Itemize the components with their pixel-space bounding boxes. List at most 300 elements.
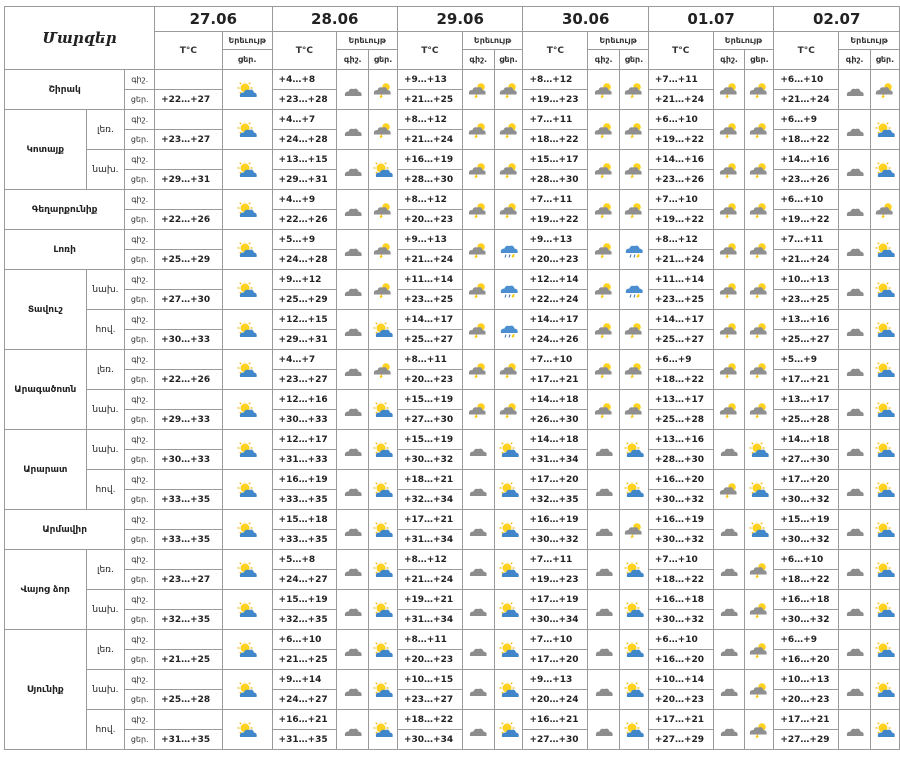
sun-cloud-icon bbox=[236, 240, 258, 259]
cloud-icon bbox=[718, 640, 740, 659]
temperature-cell: +22…+24 bbox=[523, 290, 588, 310]
thunderstorm-icon bbox=[748, 80, 770, 99]
rain-icon bbox=[498, 280, 520, 299]
temperature-cell: +23…+25 bbox=[397, 290, 462, 310]
thunderstorm-icon bbox=[623, 160, 645, 179]
sun-cloud-icon bbox=[874, 240, 896, 259]
weather-cell bbox=[839, 70, 871, 110]
cloud-icon bbox=[342, 120, 364, 139]
temperature-cell bbox=[155, 470, 223, 490]
temperature-cell: +23…+25 bbox=[648, 290, 713, 310]
region-name: Արմավիր bbox=[5, 510, 125, 550]
time-of-day-label: ցեր. bbox=[125, 690, 155, 710]
temperature-cell: +25…+27 bbox=[397, 330, 462, 350]
date-header: 01.07 bbox=[648, 7, 773, 32]
night-label: գիշ. bbox=[588, 50, 620, 70]
weather-cell bbox=[588, 350, 620, 390]
weather-cell bbox=[839, 310, 871, 350]
temperature-cell: +4…+8 bbox=[272, 70, 337, 90]
weather-cell bbox=[745, 430, 774, 470]
cloud-icon bbox=[718, 520, 740, 539]
weather-cell bbox=[713, 710, 745, 750]
weather-cell bbox=[620, 670, 649, 710]
time-of-day-label: գիշ. bbox=[125, 550, 155, 570]
cloud-icon bbox=[844, 120, 866, 139]
thunderstorm-icon bbox=[748, 280, 770, 299]
thunderstorm-icon bbox=[718, 360, 740, 379]
weather-cell bbox=[222, 350, 272, 390]
weather-cell bbox=[870, 510, 899, 550]
cloud-icon bbox=[342, 200, 364, 219]
cloud-icon bbox=[467, 440, 489, 459]
sun-cloud-icon bbox=[498, 440, 520, 459]
weather-cell bbox=[620, 150, 649, 190]
thunderstorm-icon bbox=[593, 160, 615, 179]
sun-cloud-icon bbox=[236, 520, 258, 539]
temperature-cell: +8…+12 bbox=[397, 550, 462, 570]
thunderstorm-icon bbox=[623, 360, 645, 379]
weather-cell bbox=[222, 270, 272, 310]
cloud-icon bbox=[844, 440, 866, 459]
region-name: Արագածոտն bbox=[5, 350, 87, 430]
temperature-cell: +30…+32 bbox=[774, 610, 839, 630]
sun-cloud-icon bbox=[874, 160, 896, 179]
temperature-cell: +16…+18 bbox=[648, 590, 713, 610]
phenomenon-label: Երեւույթ bbox=[713, 32, 774, 50]
thunderstorm-icon bbox=[372, 360, 394, 379]
temperature-cell: +28…+30 bbox=[648, 450, 713, 470]
sun-cloud-icon bbox=[498, 640, 520, 659]
thunderstorm-icon bbox=[372, 120, 394, 139]
temperature-cell: +4…+7 bbox=[272, 350, 337, 370]
table-row bbox=[5, 270, 900, 290]
sun-cloud-icon bbox=[623, 480, 645, 499]
weather-cell bbox=[745, 310, 774, 350]
weather-cell bbox=[588, 310, 620, 350]
temperature-cell: +14…+16 bbox=[774, 150, 839, 170]
weather-cell bbox=[870, 590, 899, 630]
temperature-cell: +10…+15 bbox=[397, 670, 462, 690]
sun-cloud-icon bbox=[874, 640, 896, 659]
zone-name: լեռ. bbox=[86, 550, 125, 590]
cloud-icon bbox=[593, 480, 615, 499]
thunderstorm-icon bbox=[467, 400, 489, 419]
weather-cell bbox=[222, 630, 272, 670]
weather-cell bbox=[337, 190, 369, 230]
temperature-cell: +18…+22 bbox=[648, 570, 713, 590]
temperature-cell: +13…+15 bbox=[272, 150, 337, 170]
cloud-icon bbox=[844, 520, 866, 539]
temperature-cell: +6…+10 bbox=[648, 110, 713, 130]
weather-cell bbox=[494, 470, 523, 510]
cloud-icon bbox=[593, 640, 615, 659]
temperature-cell: +29…+31 bbox=[272, 330, 337, 350]
sun-cloud-icon bbox=[236, 320, 258, 339]
night-label: գիշ. bbox=[839, 50, 871, 70]
region-name: Տավուշ bbox=[5, 270, 87, 350]
temperature-cell: +31…+34 bbox=[397, 610, 462, 630]
sun-cloud-icon bbox=[236, 200, 258, 219]
weather-cell bbox=[494, 270, 523, 310]
zone-name: նախ. bbox=[86, 150, 125, 190]
temperature-cell: +18…+22 bbox=[648, 370, 713, 390]
phenomenon-label: Երեւույթ bbox=[588, 32, 649, 50]
cloud-icon bbox=[844, 400, 866, 419]
weather-cell bbox=[745, 470, 774, 510]
temperature-cell: +30…+32 bbox=[648, 530, 713, 550]
thunderstorm-icon bbox=[623, 320, 645, 339]
time-of-day-label: ցեր. bbox=[125, 370, 155, 390]
thunderstorm-icon bbox=[748, 600, 770, 619]
temperature-cell: +28…+30 bbox=[523, 170, 588, 190]
weather-cell bbox=[337, 150, 369, 190]
thunderstorm-icon bbox=[748, 200, 770, 219]
temperature-cell: +30…+33 bbox=[272, 410, 337, 430]
cloud-icon bbox=[718, 720, 740, 739]
time-of-day-label: ցեր. bbox=[125, 410, 155, 430]
cloud-icon bbox=[844, 320, 866, 339]
weather-cell bbox=[588, 710, 620, 750]
weather-cell bbox=[462, 110, 494, 150]
time-of-day-label: ցեր. bbox=[125, 210, 155, 230]
weather-cell bbox=[745, 510, 774, 550]
day-label: ցեր. bbox=[494, 50, 523, 70]
sun-cloud-icon bbox=[372, 160, 394, 179]
temperature-cell: +32…+35 bbox=[523, 490, 588, 510]
temperature-cell: +8…+12 bbox=[397, 190, 462, 210]
weather-cell bbox=[588, 390, 620, 430]
weather-cell bbox=[494, 670, 523, 710]
table-row bbox=[5, 510, 900, 530]
weather-cell bbox=[369, 470, 398, 510]
table-row bbox=[5, 310, 900, 330]
sun-cloud-icon bbox=[372, 320, 394, 339]
time-of-day-label: գիշ. bbox=[125, 270, 155, 290]
weather-cell bbox=[494, 150, 523, 190]
temperature-cell: +27…+30 bbox=[397, 410, 462, 430]
sun-cloud-icon bbox=[498, 520, 520, 539]
temperature-cell: +14…+16 bbox=[648, 150, 713, 170]
temperature-cell: +14…+17 bbox=[523, 310, 588, 330]
thunderstorm-icon bbox=[593, 360, 615, 379]
thunderstorm-icon bbox=[467, 120, 489, 139]
temperature-cell: +29…+33 bbox=[155, 410, 223, 430]
temperature-cell bbox=[155, 630, 223, 650]
weather-cell bbox=[337, 390, 369, 430]
table-row bbox=[5, 670, 900, 690]
weather-cell bbox=[839, 550, 871, 590]
weather-cell bbox=[462, 350, 494, 390]
temperature-cell: +21…+24 bbox=[774, 90, 839, 110]
temperature-cell: +18…+22 bbox=[397, 710, 462, 730]
cloud-icon bbox=[593, 680, 615, 699]
weather-cell bbox=[713, 630, 745, 670]
weather-cell bbox=[494, 550, 523, 590]
temperature-cell: +30…+32 bbox=[648, 610, 713, 630]
weather-cell bbox=[337, 590, 369, 630]
sun-cloud-icon bbox=[623, 440, 645, 459]
weather-cell bbox=[745, 110, 774, 150]
temperature-cell: +9…+13 bbox=[397, 230, 462, 250]
temperature-cell: +14…+18 bbox=[774, 430, 839, 450]
cloud-icon bbox=[342, 320, 364, 339]
weather-cell bbox=[620, 270, 649, 310]
thunderstorm-icon bbox=[498, 360, 520, 379]
temperature-cell: +25…+28 bbox=[774, 410, 839, 430]
weather-cell bbox=[337, 310, 369, 350]
sun-cloud-icon bbox=[623, 560, 645, 579]
temperature-cell: +19…+22 bbox=[648, 130, 713, 150]
temperature-cell: +6…+10 bbox=[774, 550, 839, 570]
weather-cell bbox=[745, 710, 774, 750]
weather-cell bbox=[839, 390, 871, 430]
temperature-cell: +10…+13 bbox=[774, 270, 839, 290]
time-of-day-label: գիշ. bbox=[125, 70, 155, 90]
thunderstorm-icon bbox=[874, 80, 896, 99]
weather-cell bbox=[462, 710, 494, 750]
cloud-icon bbox=[593, 520, 615, 539]
table-row bbox=[5, 110, 900, 130]
sun-cloud-icon bbox=[748, 440, 770, 459]
sun-cloud-icon bbox=[874, 680, 896, 699]
sun-cloud-icon bbox=[236, 360, 258, 379]
time-of-day-label: գիշ. bbox=[125, 230, 155, 250]
regions-header: Մարզեր bbox=[5, 7, 155, 70]
table-row bbox=[5, 70, 900, 90]
zone-name: լեռ. bbox=[86, 350, 125, 390]
weather-cell bbox=[222, 110, 272, 150]
forecast-body bbox=[5, 70, 900, 750]
temperature-cell: +15…+17 bbox=[523, 150, 588, 170]
thunderstorm-icon bbox=[593, 320, 615, 339]
sun-cloud-icon bbox=[236, 680, 258, 699]
weather-cell bbox=[494, 190, 523, 230]
weather-cell bbox=[870, 710, 899, 750]
temperature-cell bbox=[155, 350, 223, 370]
cloud-icon bbox=[593, 720, 615, 739]
cloud-icon bbox=[342, 400, 364, 419]
temperature-cell: +30…+34 bbox=[397, 730, 462, 750]
date-header: 29.06 bbox=[397, 7, 522, 32]
thunderstorm-icon bbox=[593, 280, 615, 299]
weather-cell bbox=[839, 150, 871, 190]
weather-cell bbox=[369, 230, 398, 270]
temperature-cell: +13…+16 bbox=[774, 310, 839, 330]
weather-cell bbox=[713, 550, 745, 590]
sun-cloud-icon bbox=[498, 480, 520, 499]
temperature-cell: +30…+32 bbox=[523, 530, 588, 550]
sun-cloud-icon bbox=[236, 720, 258, 739]
weather-cell bbox=[839, 630, 871, 670]
temperature-cell: +31…+34 bbox=[397, 530, 462, 550]
weather-cell bbox=[462, 270, 494, 310]
temperature-cell: +12…+15 bbox=[272, 310, 337, 330]
cloud-icon bbox=[844, 360, 866, 379]
temperature-cell: +7…+11 bbox=[648, 70, 713, 90]
temperature-cell: +6…+9 bbox=[648, 350, 713, 370]
weather-cell bbox=[337, 70, 369, 110]
weather-cell bbox=[870, 550, 899, 590]
sun-cloud-icon bbox=[236, 640, 258, 659]
temperature-cell bbox=[155, 230, 223, 250]
sun-cloud-icon bbox=[236, 80, 258, 99]
weather-cell bbox=[713, 430, 745, 470]
temperature-cell: +21…+25 bbox=[272, 650, 337, 670]
weather-cell bbox=[745, 190, 774, 230]
temperature-cell: +24…+27 bbox=[272, 690, 337, 710]
date-header: 30.06 bbox=[523, 7, 648, 32]
time-of-day-label: ցեր. bbox=[125, 330, 155, 350]
temperature-cell: +15…+19 bbox=[397, 430, 462, 450]
temperature-cell: +20…+23 bbox=[397, 210, 462, 230]
cloud-icon bbox=[467, 720, 489, 739]
weather-cell bbox=[588, 550, 620, 590]
temperature-cell: +4…+9 bbox=[272, 190, 337, 210]
weather-cell bbox=[713, 310, 745, 350]
sun-cloud-icon bbox=[748, 520, 770, 539]
sun-cloud-icon bbox=[372, 720, 394, 739]
temperature-cell: +17…+20 bbox=[523, 650, 588, 670]
zone-name: լեռ. bbox=[86, 630, 125, 670]
cloud-icon bbox=[844, 160, 866, 179]
sun-cloud-icon bbox=[236, 120, 258, 139]
thunderstorm-icon bbox=[498, 120, 520, 139]
thunderstorm-icon bbox=[467, 240, 489, 259]
weather-cell bbox=[494, 390, 523, 430]
temperature-cell: +6…+10 bbox=[272, 630, 337, 650]
weather-cell bbox=[462, 190, 494, 230]
temperature-cell: +8…+12 bbox=[523, 70, 588, 90]
zone-name: հով. bbox=[86, 710, 125, 750]
thunderstorm-icon bbox=[467, 160, 489, 179]
weather-cell bbox=[713, 390, 745, 430]
thunderstorm-icon bbox=[718, 400, 740, 419]
region-name: Սյունիք bbox=[5, 630, 87, 750]
temperature-cell: +21…+24 bbox=[397, 250, 462, 270]
thunderstorm-icon bbox=[593, 80, 615, 99]
cloud-icon bbox=[342, 680, 364, 699]
weather-cell bbox=[620, 190, 649, 230]
temperature-cell: +32…+35 bbox=[155, 610, 223, 630]
temperature-cell: +20…+23 bbox=[774, 690, 839, 710]
temperature-cell bbox=[155, 710, 223, 730]
weather-cell bbox=[462, 630, 494, 670]
weather-cell bbox=[494, 350, 523, 390]
temperature-cell: +16…+20 bbox=[648, 470, 713, 490]
weather-cell bbox=[222, 470, 272, 510]
time-of-day-label: ցեր. bbox=[125, 450, 155, 470]
temperature-cell bbox=[155, 110, 223, 130]
temperature-cell: +6…+9 bbox=[774, 110, 839, 130]
sun-cloud-icon bbox=[874, 720, 896, 739]
thunderstorm-icon bbox=[718, 160, 740, 179]
temperature-cell: +20…+23 bbox=[523, 250, 588, 270]
thunderstorm-icon bbox=[748, 560, 770, 579]
temperature-cell: +5…+8 bbox=[272, 550, 337, 570]
day-label: ցեր. bbox=[745, 50, 774, 70]
weather-cell bbox=[620, 710, 649, 750]
sun-cloud-icon bbox=[372, 400, 394, 419]
weather-cell bbox=[462, 310, 494, 350]
sun-cloud-icon bbox=[874, 400, 896, 419]
cloud-icon bbox=[342, 640, 364, 659]
table-row bbox=[5, 230, 900, 250]
temperature-cell: +18…+22 bbox=[523, 130, 588, 150]
temperature-cell: +24…+26 bbox=[523, 330, 588, 350]
temperature-cell: +20…+23 bbox=[397, 370, 462, 390]
thunderstorm-icon bbox=[718, 480, 740, 499]
temperature-cell: +26…+30 bbox=[523, 410, 588, 430]
temperature-cell: +20…+24 bbox=[523, 690, 588, 710]
thunderstorm-icon bbox=[718, 240, 740, 259]
temperature-cell: +17…+21 bbox=[523, 370, 588, 390]
temperature-cell: +32…+35 bbox=[272, 610, 337, 630]
temperature-cell: +22…+27 bbox=[155, 90, 223, 110]
weather-cell bbox=[369, 150, 398, 190]
weather-cell bbox=[462, 390, 494, 430]
night-label: գիշ. bbox=[713, 50, 745, 70]
temperature-cell: +8…+12 bbox=[648, 230, 713, 250]
weather-cell bbox=[588, 70, 620, 110]
weather-cell bbox=[839, 430, 871, 470]
weather-cell bbox=[620, 550, 649, 590]
time-of-day-label: ցեր. bbox=[125, 610, 155, 630]
thunderstorm-icon bbox=[593, 400, 615, 419]
weather-cell bbox=[745, 70, 774, 110]
temperature-cell: +25…+27 bbox=[648, 330, 713, 350]
table-row bbox=[5, 390, 900, 410]
sun-cloud-icon bbox=[874, 120, 896, 139]
thunderstorm-icon bbox=[498, 160, 520, 179]
weather-cell bbox=[745, 550, 774, 590]
temperature-cell: +30…+34 bbox=[523, 610, 588, 630]
cloud-icon bbox=[844, 280, 866, 299]
thunderstorm-icon bbox=[874, 200, 896, 219]
temperature-cell: +27…+29 bbox=[648, 730, 713, 750]
temperature-cell: +14…+18 bbox=[523, 430, 588, 450]
time-of-day-label: գիշ. bbox=[125, 670, 155, 690]
cloud-icon bbox=[593, 440, 615, 459]
weather-cell bbox=[494, 70, 523, 110]
weather-cell bbox=[588, 110, 620, 150]
table-row bbox=[5, 350, 900, 370]
weather-cell bbox=[588, 190, 620, 230]
temperature-cell: +17…+21 bbox=[648, 710, 713, 730]
weather-cell bbox=[369, 70, 398, 110]
sun-cloud-icon bbox=[372, 640, 394, 659]
temperature-cell: +10…+14 bbox=[648, 670, 713, 690]
zone-name: նախ. bbox=[86, 430, 125, 470]
weather-cell bbox=[222, 310, 272, 350]
sun-cloud-icon bbox=[874, 440, 896, 459]
temperature-cell: +16…+21 bbox=[272, 710, 337, 730]
phenomenon-label: Երեւույթ bbox=[462, 32, 523, 50]
thunderstorm-icon bbox=[718, 320, 740, 339]
temperature-cell: +25…+29 bbox=[272, 290, 337, 310]
night-label: գիշ. bbox=[462, 50, 494, 70]
weather-cell bbox=[839, 590, 871, 630]
weather-cell bbox=[745, 270, 774, 310]
weather-cell bbox=[713, 510, 745, 550]
temperature-cell bbox=[155, 430, 223, 450]
weather-cell bbox=[745, 670, 774, 710]
temperature-cell: +16…+19 bbox=[523, 510, 588, 530]
temperature-cell: +21…+24 bbox=[397, 130, 462, 150]
zone-name: նախ. bbox=[86, 670, 125, 710]
weather-cell bbox=[222, 190, 272, 230]
temperature-cell: +6…+10 bbox=[648, 630, 713, 650]
temperature-cell: +33…+35 bbox=[272, 530, 337, 550]
